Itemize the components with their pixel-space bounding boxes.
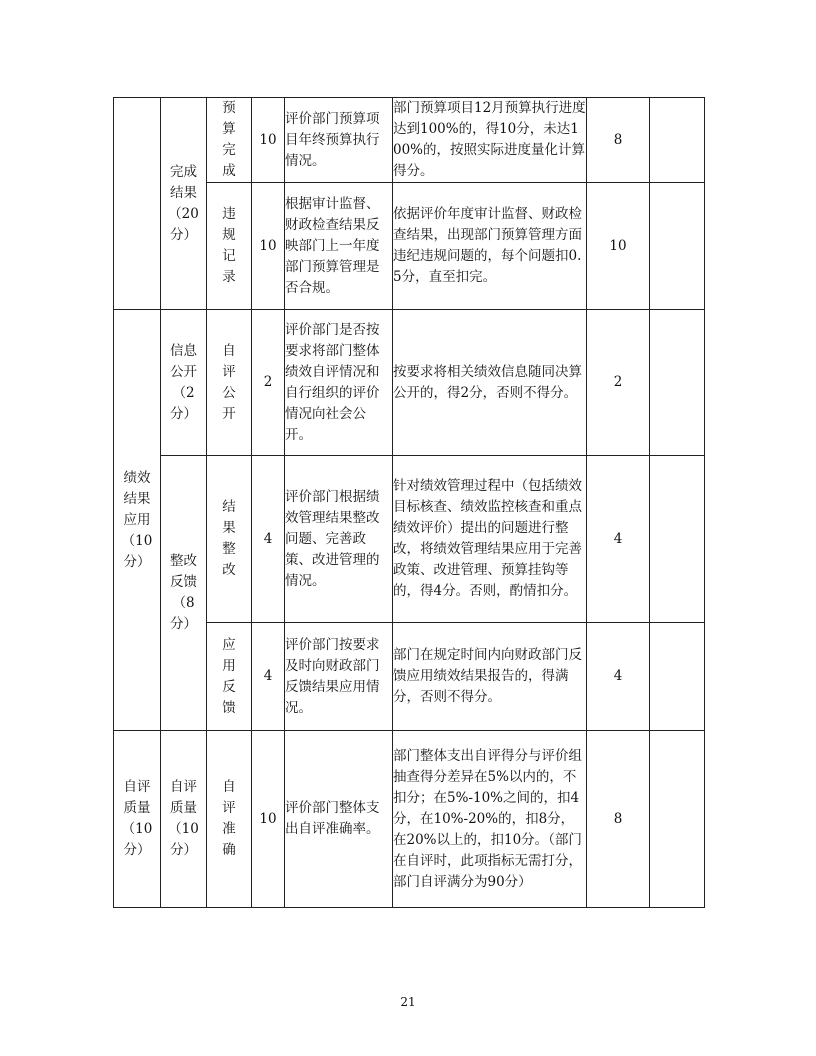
score-cell: 4 (587, 623, 650, 731)
level3-cell: 结 果 整 改 (207, 456, 252, 623)
note-cell (650, 456, 705, 623)
level1-cell: 自评 质量 （10 分） (114, 731, 161, 908)
note-cell (650, 310, 705, 456)
weight-cell: 10 (252, 98, 285, 183)
criteria-cell: 按要求将相关绩效信息随同决算公开的，得2分，否则不得分。 (393, 310, 587, 456)
note-cell (650, 623, 705, 731)
criteria-cell: 针对绩效管理过程中（包括绩效目标核查、绩效监控核查和重点绩效评价）提出的问题进行整改，将绩效管理结果应用于完善政策、改进管理、预算挂钩等的，得4分。否则，酌情扣分。 (393, 456, 587, 623)
table-row (114, 310, 705, 456)
weight-cell: 4 (252, 623, 285, 731)
content-cell: 评价部门预算项目年终预算执行情况。 (285, 98, 393, 183)
content-cell: 评价部门按要求及时向财政部门反馈结果应用情况。 (285, 623, 393, 731)
level2-cell: 整改 反馈 （8 分） (161, 456, 207, 731)
note-cell (650, 183, 705, 310)
content-cell: 评价部门根据绩效管理结果整改问题、完善政策、改进管理的情况。 (285, 456, 393, 623)
content-cell: 评价部门是否按要求将部门整体绩效自评情况和自行组织的评价情况向社会公开。 (285, 310, 393, 456)
note-cell (650, 731, 705, 908)
level1-cell (114, 98, 161, 310)
weight-cell: 10 (252, 731, 285, 908)
criteria-cell: 依据评价年度审计监督、财政检查结果，出现部门预算管理方面违纪违规问题的，每个问题扣0.5分，直至扣完。 (393, 183, 587, 310)
weight-cell: 10 (252, 183, 285, 310)
criteria-cell: 部门整体支出自评得分与评价组抽查得分差异在5%以内的，不扣分；在5%-10%之间的，扣4分，在10%-20%的，扣8分，在20%以上的，扣10分。（部门在自评时，此项指标无需打分，部门自评满分为90分） (393, 731, 587, 908)
page-number: 21 (400, 995, 416, 1009)
score-cell: 2 (587, 310, 650, 456)
level3-cell: 自 评 公 开 (207, 310, 252, 456)
table-row (114, 731, 705, 908)
level1-cell: 绩效 结果 应用 （10 分） (114, 310, 161, 731)
score-cell: 8 (587, 731, 650, 908)
weight-cell: 2 (252, 310, 285, 456)
criteria-cell: 部门预算项目12月预算执行进度达到100%的，得10分，未达100%的，按照实际进度量化计算得分。 (393, 98, 587, 183)
score-cell: 4 (587, 456, 650, 623)
level3-cell: 预 算 完 成 (207, 98, 252, 183)
evaluation-table (113, 97, 705, 908)
criteria-cell: 部门在规定时间内向财政部门反馈应用绩效结果报告的，得满分，否则不得分。 (393, 623, 587, 731)
level2-cell: 自评 质量 （10 分） (161, 731, 207, 908)
level3-cell: 应 用 反 馈 (207, 623, 252, 731)
weight-cell: 4 (252, 456, 285, 623)
score-cell: 8 (587, 98, 650, 183)
level2-cell: 完成 结果 （20 分） (161, 98, 207, 310)
level2-cell: 信息 公开 （2 分） (161, 310, 207, 456)
note-cell (650, 98, 705, 183)
content-cell: 评价部门整体支出自评准确率。 (285, 731, 393, 908)
level3-cell: 违 规 记 录 (207, 183, 252, 310)
level3-cell: 自 评 准 确 (207, 731, 252, 908)
table-row (114, 456, 705, 623)
table-row (114, 98, 705, 183)
score-cell: 10 (587, 183, 650, 310)
content-cell: 根据审计监督、财政检查结果反映部门上一年度部门预算管理是否合规。 (285, 183, 393, 310)
